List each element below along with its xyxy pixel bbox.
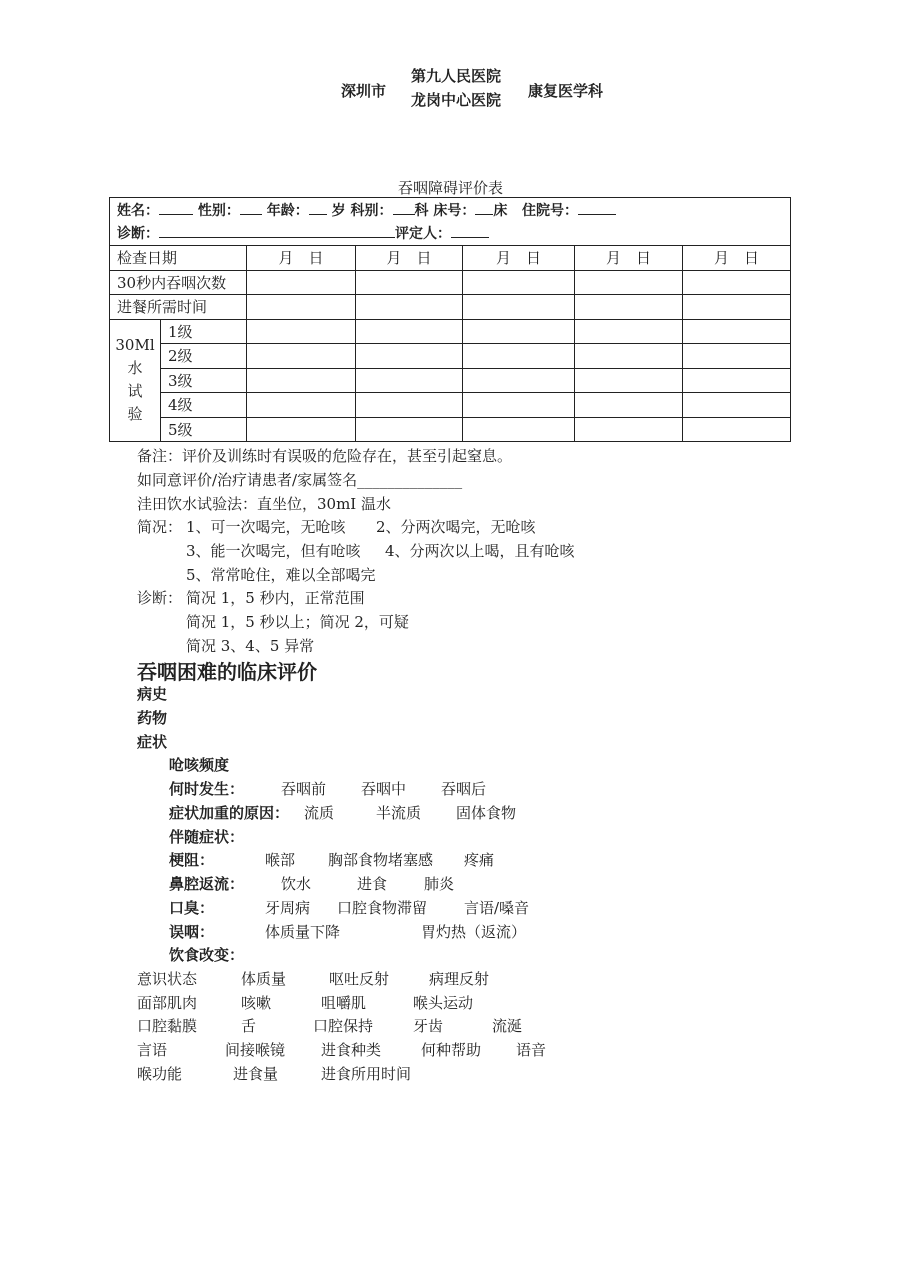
diag-item-2: 简况 1，5 秒以上；简况 2，可疑	[186, 613, 409, 631]
date-cell[interactable]: 月 日	[463, 246, 575, 271]
age-unit: 岁	[331, 202, 346, 219]
bed-field[interactable]	[475, 200, 493, 215]
grade-label: 4级	[161, 393, 247, 418]
header-hospital-line2: 龙岗中心医院	[411, 91, 502, 109]
brief-label: 简况：	[137, 518, 183, 536]
dept-label: 科别：	[350, 202, 393, 219]
exam-item: 流涎	[492, 1017, 523, 1035]
medication-label: 药物	[137, 709, 168, 727]
diag-item-3: 简况 3、4、5 异常	[186, 637, 315, 655]
exam-item: 进食量	[233, 1065, 279, 1083]
value-cell[interactable]	[683, 393, 791, 418]
option-text: 吞咽中	[361, 780, 407, 798]
exam-item: 进食种类	[321, 1041, 382, 1059]
exam-item: 意识状态	[137, 970, 198, 988]
option-text: 胸部食物堵塞感	[328, 851, 434, 869]
exam-item: 牙齿	[413, 1017, 444, 1035]
value-cell[interactable]	[683, 295, 791, 320]
form-title: 吞咽障碍评价表	[398, 179, 504, 197]
exam-item: 病理反射	[429, 970, 490, 988]
option-text: 固体食物	[456, 804, 517, 822]
value-cell[interactable]	[463, 368, 575, 393]
diagnosis-field[interactable]	[159, 223, 395, 238]
value-cell[interactable]	[683, 344, 791, 369]
gender-field[interactable]	[240, 200, 262, 215]
aggravate-label: 症状加重的原因：	[169, 804, 290, 822]
diagnosis-row	[110, 222, 791, 246]
exam-item: 言语	[137, 1041, 168, 1059]
value-cell[interactable]	[247, 368, 356, 393]
value-cell[interactable]	[247, 295, 356, 320]
method-text: 洼田饮水试验法：直坐位，30mI 温水	[137, 495, 392, 513]
age-field[interactable]	[309, 200, 327, 215]
name-field[interactable]	[159, 200, 193, 215]
swallow-count-label: 30秒内吞咽次数	[110, 270, 247, 295]
value-cell[interactable]	[575, 319, 683, 344]
value-cell[interactable]	[463, 344, 575, 369]
exam-item: 口腔黏膜	[137, 1017, 198, 1035]
nasal-reflux-label: 鼻腔返流：	[169, 875, 245, 893]
bed-unit: 床	[493, 202, 508, 219]
value-cell[interactable]	[575, 393, 683, 418]
exam-item: 舌	[241, 1017, 257, 1035]
age-label: 年龄：	[266, 202, 309, 219]
exam-item: 语音	[516, 1041, 547, 1059]
value-cell[interactable]	[463, 270, 575, 295]
brief-item-3: 3、能一次喝完，但有呛咳	[186, 542, 361, 560]
exam-item: 咀嚼肌	[321, 994, 367, 1012]
value-cell[interactable]	[247, 270, 356, 295]
value-cell[interactable]	[683, 368, 791, 393]
grade-label: 2级	[161, 344, 247, 369]
exam-item: 面部肌肉	[137, 994, 198, 1012]
value-cell[interactable]	[463, 319, 575, 344]
diag-label: 诊断：	[137, 589, 183, 607]
value-cell[interactable]	[356, 368, 463, 393]
cough-frequency-label: 呛咳频度	[169, 756, 230, 774]
option-text: 喉部	[265, 851, 296, 869]
exam-item: 进食所用时间	[321, 1065, 412, 1083]
header-department: 康复医学科	[528, 82, 604, 100]
option-text: 吞咽后	[441, 780, 487, 798]
date-cell[interactable]: 月 日	[247, 246, 356, 271]
option-text: 疼痛	[464, 851, 495, 869]
exam-item: 呕吐反射	[329, 970, 390, 988]
diet-change-label: 饮食改变：	[169, 946, 245, 964]
header-city: 深圳市	[341, 82, 387, 100]
accompany-label: 伴随症状：	[169, 828, 245, 846]
remark-text: 备注：评价及训练时有误吸的危险存在，甚至引起窒息。	[137, 447, 513, 465]
meal-time-label: 进餐所需时间	[110, 295, 247, 320]
admission-label: 住院号：	[522, 202, 578, 219]
brief-item-4: 4、分两次以上喝，且有呛咳	[385, 542, 575, 560]
value-cell[interactable]	[575, 368, 683, 393]
exam-item: 喉头运动	[413, 994, 474, 1012]
option-text: 饮水	[281, 875, 312, 893]
date-cell[interactable]: 月 日	[575, 246, 683, 271]
dept-unit: 科	[414, 202, 429, 219]
diagnosis-label: 诊断：	[117, 226, 159, 243]
consent-text: 如同意评价/治疗请患者/家属签名______________	[137, 471, 463, 489]
value-cell[interactable]	[356, 270, 463, 295]
value-cell[interactable]	[683, 270, 791, 295]
symptoms-label: 症状	[137, 733, 168, 751]
option-text: 口腔食物滞留	[337, 899, 428, 917]
value-cell[interactable]	[356, 319, 463, 344]
value-cell[interactable]	[575, 295, 683, 320]
grade-label: 1级	[161, 319, 247, 344]
brief-item-5: 5、常常呛住，难以全部喝完	[186, 566, 376, 584]
value-cell[interactable]	[463, 393, 575, 418]
value-cell[interactable]	[683, 417, 791, 442]
option-text: 体质量下降	[265, 923, 341, 941]
option-text: 进食	[357, 875, 388, 893]
exam-item: 口腔保持	[313, 1017, 374, 1035]
name-label: 姓名：	[117, 202, 159, 219]
option-text: 牙周病	[265, 899, 311, 917]
gender-label: 性别：	[197, 202, 240, 219]
value-cell[interactable]	[356, 344, 463, 369]
value-cell[interactable]	[463, 295, 575, 320]
evaluator-label: 评定人：	[395, 226, 451, 243]
exam-item: 间接喉镜	[225, 1041, 286, 1059]
exam-date-label: 检查日期	[110, 246, 247, 271]
exam-item: 喉功能	[137, 1065, 183, 1083]
obstruct-label: 梗阻：	[169, 851, 215, 869]
value-cell[interactable]	[356, 295, 463, 320]
exam-item: 何种帮助	[421, 1041, 482, 1059]
evaluator-field[interactable]	[451, 223, 489, 238]
value-cell[interactable]	[247, 417, 356, 442]
patient-info-row	[110, 198, 791, 222]
brief-item-2: 2、分两次喝完，无呛咳	[376, 518, 536, 536]
value-cell[interactable]	[683, 319, 791, 344]
odor-label: 口臭：	[169, 899, 215, 917]
value-cell[interactable]	[247, 344, 356, 369]
option-text: 胃灼热（返流）	[421, 923, 527, 941]
value-cell[interactable]	[575, 270, 683, 295]
aspiration-label: 误咽：	[169, 923, 215, 941]
brief-item-1: 1、可一次喝完，无呛咳	[186, 518, 346, 536]
date-cell[interactable]: 月 日	[683, 246, 791, 271]
exam-item: 咳嗽	[241, 994, 272, 1012]
value-cell[interactable]	[575, 417, 683, 442]
exam-item: 体质量	[241, 970, 287, 988]
option-text: 言语/嗓音	[464, 899, 530, 917]
value-cell[interactable]	[247, 393, 356, 418]
date-cell[interactable]: 月 日	[356, 246, 463, 271]
history-label: 病史	[137, 685, 168, 703]
option-text: 流质	[304, 804, 335, 822]
water-test-label: 30Ml 水 试 验	[110, 319, 161, 442]
header-hospital-line1: 第九人民医院	[411, 67, 502, 85]
diag-item-1: 简况 1，5 秒内，正常范围	[186, 589, 365, 607]
option-text: 半流质	[376, 804, 422, 822]
bed-label: 床号：	[433, 202, 476, 219]
value-cell[interactable]	[356, 417, 463, 442]
value-cell[interactable]	[463, 417, 575, 442]
option-text: 吞咽前	[281, 780, 327, 798]
value-cell[interactable]	[356, 393, 463, 418]
admission-field[interactable]	[578, 200, 616, 215]
grade-label: 5级	[161, 417, 247, 442]
grade-label: 3级	[161, 368, 247, 393]
value-cell[interactable]	[247, 319, 356, 344]
evaluation-table	[109, 197, 791, 442]
clinical-heading: 吞咽困难的临床评价	[137, 660, 317, 684]
dept-field[interactable]	[393, 200, 415, 215]
when-label: 何时发生：	[169, 780, 245, 798]
value-cell[interactable]	[575, 344, 683, 369]
option-text: 肺炎	[424, 875, 455, 893]
